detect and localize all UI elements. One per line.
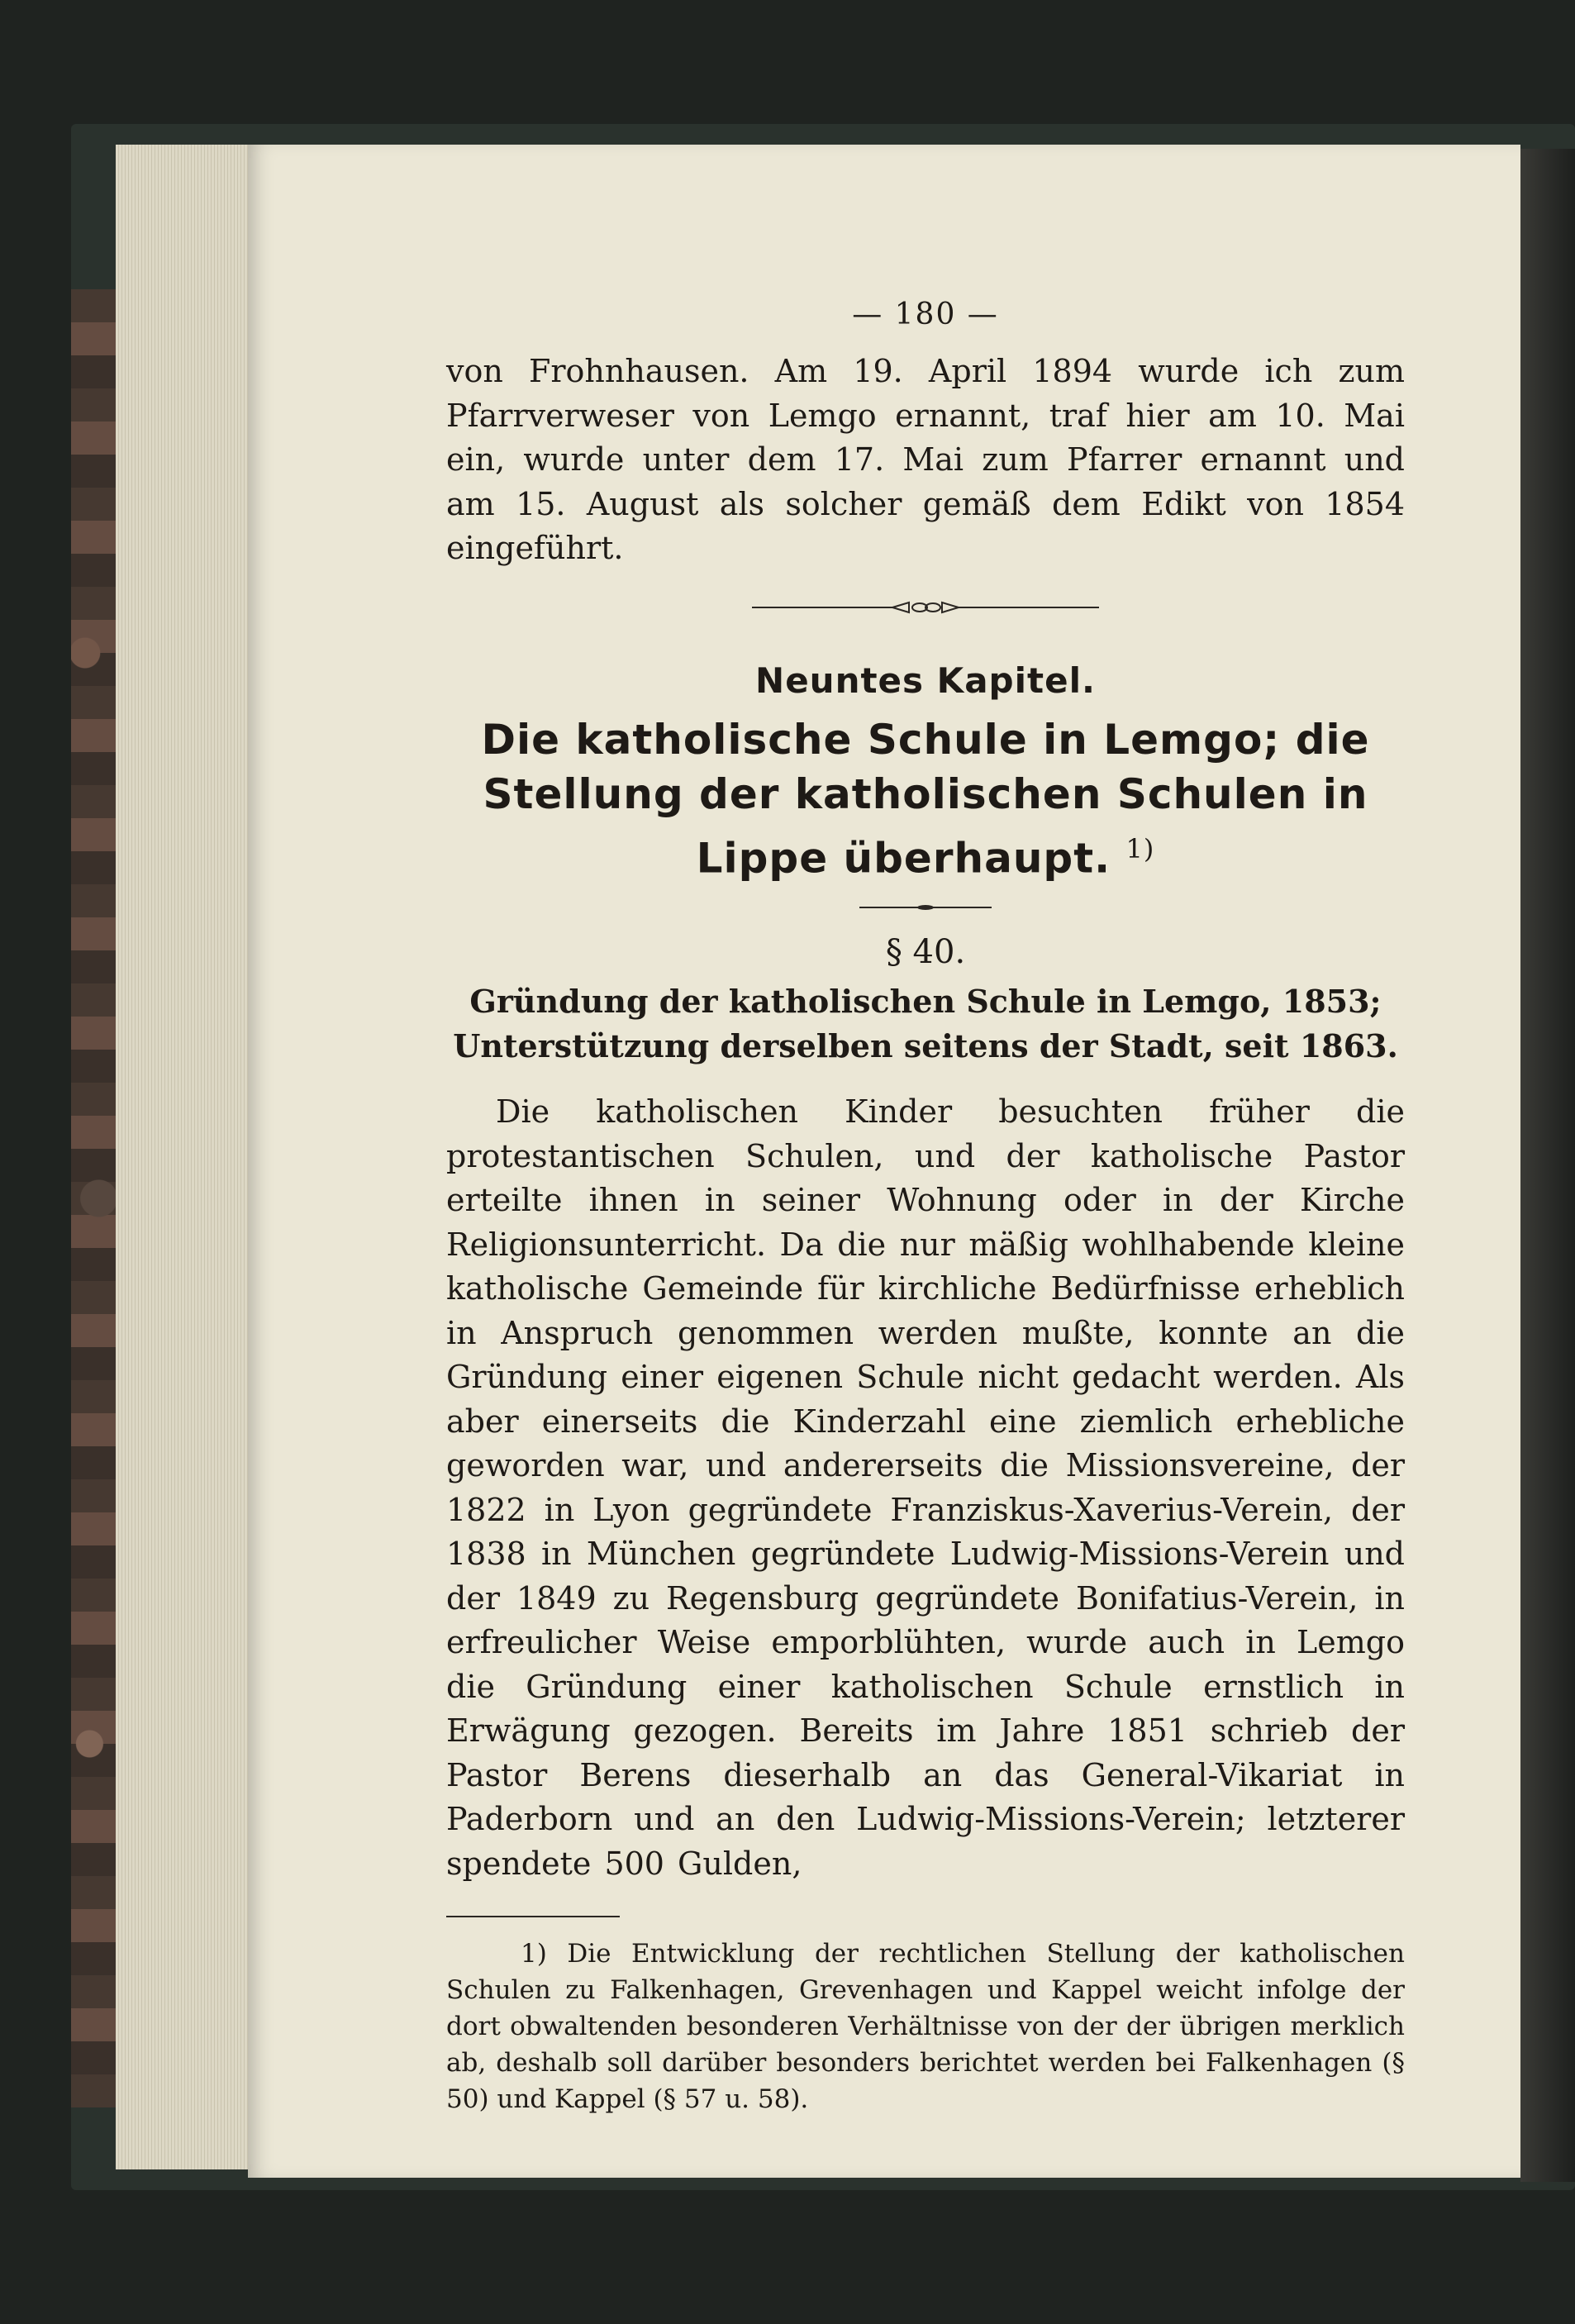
- ornamental-divider-icon: [752, 599, 1099, 616]
- page-content: [446, 298, 1405, 2117]
- small-divider-icon: [859, 903, 992, 912]
- opening-paragraph: von Frohnhausen. Am 19. April 1894 wurde ich zum Pfarrverweser von Lemgo ernannt, traf hier am 10. Mai ein, wurde unter dem 17. Mai zum Pfarrer ernannt und am 15. August als solcher gemäß dem Edikt von 1854 eingeführt.: [446, 353, 1405, 566]
- marbled-cover-edge: [71, 289, 117, 2107]
- chapter-footnote-mark: 1): [1125, 832, 1155, 864]
- footnote: 1) Die Entwicklung der rechtlichen Stellung der katholischen Schulen zu Falkenhagen, Grevenhagen und Kappel weicht infolge der dort obwaltenden besonderen Verhältnisse von der der übrigen merklich ab, deshalb soll darüber besonders berichtet werden bei Falkenhagen (§ 50) und Kappel (§ 57 u. 58).: [446, 1939, 1405, 2115]
- chapter-title: [446, 712, 1405, 886]
- body-paragraph: Die katholischen Kinder besuchten früher die protestantischen Schulen, und der katholische Pastor erteilte ihnen in seiner Wohnung oder in der Kirche Religionsunterricht. Da die nur mäßig wohlhabende kleine katholische Gemeinde für kirchliche Bedürfnisse erheblich in Anspruch genommen werden mußte, konnte an die Gründung einer eigenen Schule nicht gedacht werden. Als aber einerseits die Kinderzahl eine ziemlich erhebliche geworden war, und andererseits die Missionsvereine, der 1822 in Lyon gegründete Franziskus-Xaverius-Verein, der 1838 in München gegründete Ludwig-Missions-Verein und der 1849 zu Regensburg gegründete Bonifatius-Verein, in erfreulicher Weise emporblühten, wurde auch in Lemgo die Gründung einer katholischen Schule ernstlich in Erwägung gezogen. Bereits im Jahre 1851 schrieb der Pastor Berens dieserhalb an das General-Vikariat in Paderborn und an den Ludwig-Missions-Verein; letzterer spendete 500 Gulden,: [446, 1093, 1405, 1882]
- section-title: Gründung der katholischen Schule in Lemgo, 1853; Unterstützung derselben seitens der Stadt, seit 1863.: [453, 983, 1398, 1065]
- footnote-rule: [446, 1916, 620, 1917]
- chapter-title-text: Die katholische Schule in Lemgo; die Stellung der katholischen Schulen in Lippe überhaupt.: [481, 715, 1370, 883]
- section-number: § 40.: [885, 933, 966, 972]
- book-right-edge: [1520, 149, 1575, 2182]
- chapter-label: Neuntes Kapitel.: [755, 660, 1096, 701]
- page-number: — 180 —: [852, 298, 999, 331]
- page-stack-edge: [116, 145, 256, 2169]
